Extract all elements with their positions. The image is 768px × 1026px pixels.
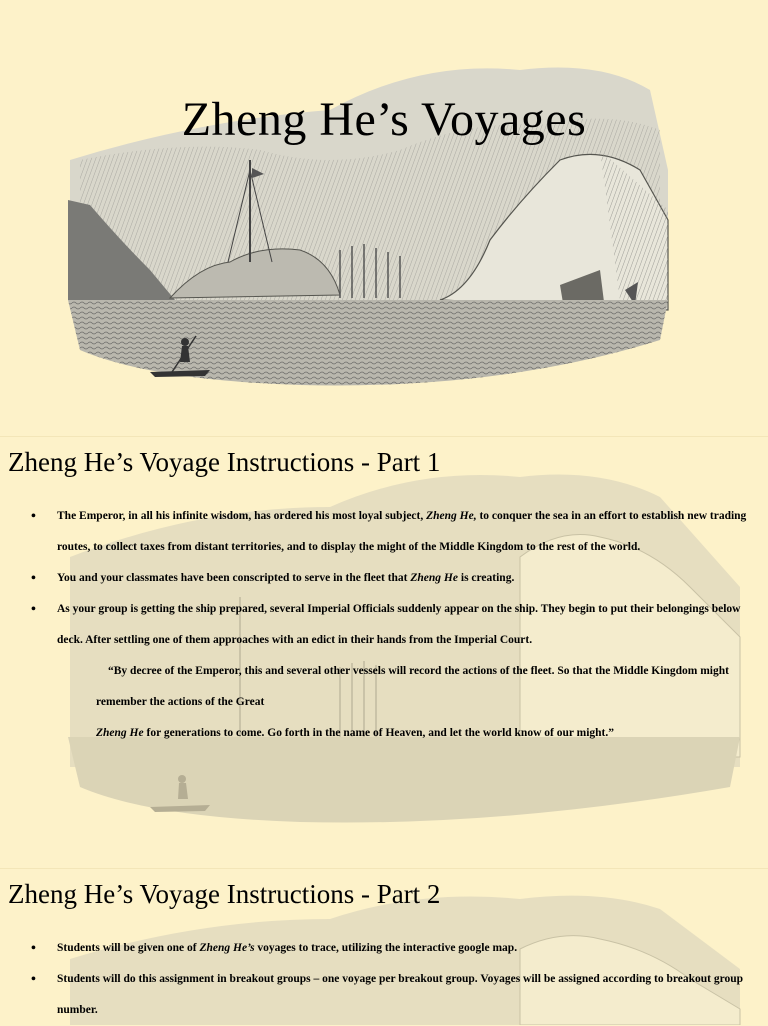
slide-heading: Zheng He’s Voyage Instructions - Part 1 — [8, 447, 441, 477]
bullet-list — [12, 501, 756, 656]
instructions-part-1-slide — [0, 436, 768, 869]
bullet-item: • As your group is getting the ship prepared, several Imperial Officials suddenly appear on the ship. They begin to put their belongings below deck. After settling one of them approaches with an edict in their hands from the Imperial Court. — [12, 594, 756, 656]
slide-content — [12, 933, 756, 1026]
edict-quote: “By decree of the Emperor, this and several other vessels will record the actions of the fleet. So that the Middle Kingdom might remember the actions of the GreatZheng He for generations to come. Go forth in the name of Heaven, and let the world know of our might.” — [96, 665, 729, 739]
bullet-item: • Students will do this assignment in breakout groups – one voyage per breakout group. Voyages will be assigned according to breakout group number. — [12, 964, 756, 1026]
bullet-item: • You and your classmates have been conscripted to serve in the fleet that Zheng He is creating. — [12, 563, 756, 594]
instructions-part-2-slide — [0, 868, 768, 1025]
harbor-engraving-image — [0, 0, 768, 436]
slide-heading: Zheng He’s Voyage Instructions - Part 2 — [8, 879, 441, 909]
slide-content — [12, 501, 756, 749]
slide-title: Zheng He’s Voyages — [181, 93, 587, 146]
bullet-item: • Students will be given one of Zheng He’s voyages to trace, utilizing the interactive google map. — [12, 933, 756, 964]
bullet-item: • The Emperor, in all his infinite wisdom, has ordered his most loyal subject, Zheng He, to conquer the sea in an effort to establish new trading routes, to collect taxes from distant territories, and to display the might of the Middle Kingdom to the rest of the world. — [12, 501, 756, 563]
bullet-list — [12, 933, 756, 1026]
title-slide — [0, 0, 768, 436]
